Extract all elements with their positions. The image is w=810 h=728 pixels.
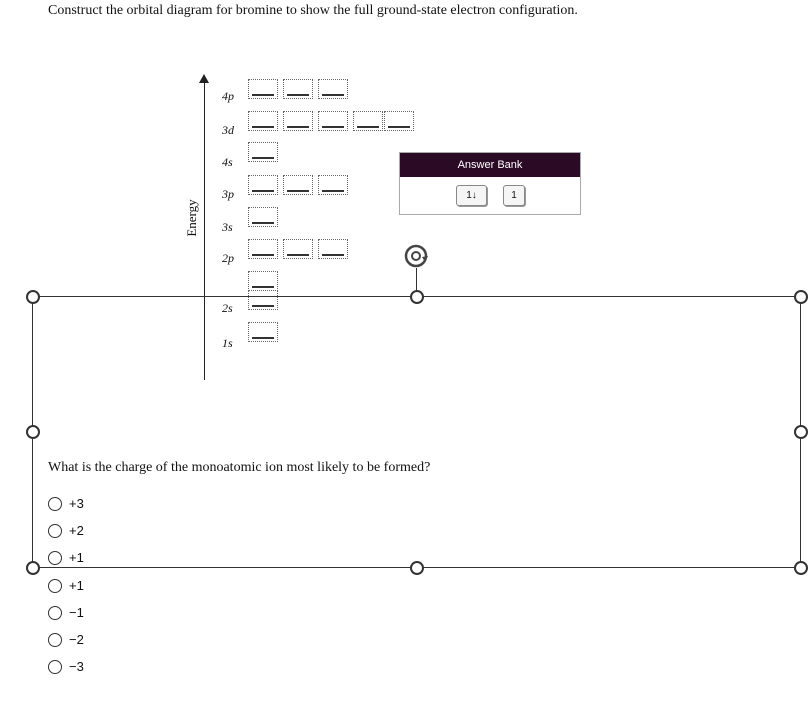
- orbital-box-3p-2[interactable]: [283, 175, 313, 195]
- energy-axis-label: Energy: [184, 199, 199, 237]
- charge-question-text: What is the charge of the monoatomic ion most likely to be formed?: [48, 460, 431, 475]
- orbital-box-4s[interactable]: [248, 142, 278, 162]
- energy-axis: [204, 80, 205, 380]
- orbital-box-2p-2[interactable]: [283, 239, 313, 259]
- resize-handle-top-right[interactable]: [794, 290, 808, 304]
- resize-handle-bottom-right[interactable]: [794, 561, 808, 575]
- level-label-4s: 4s: [222, 155, 233, 169]
- level-label-3p: 3p: [222, 187, 234, 201]
- level-label-1s: 1s: [222, 336, 233, 350]
- resize-handle-middle-left[interactable]: [26, 425, 40, 439]
- radio-button[interactable]: [48, 633, 62, 647]
- radio-button[interactable]: [48, 660, 62, 674]
- resize-handle-bottom-center[interactable]: [410, 561, 424, 575]
- orbital-box-2p-1[interactable]: [248, 239, 278, 259]
- level-label-4p: 4p: [222, 89, 234, 103]
- answer-chip-paired[interactable]: 1↓: [456, 185, 487, 206]
- resize-handle-bottom-left[interactable]: [26, 561, 40, 575]
- orbital-box-3d-5[interactable]: [384, 111, 414, 131]
- orbital-box-2p-3[interactable]: [318, 239, 348, 259]
- resize-handle-top-left[interactable]: [26, 290, 40, 304]
- radio-button[interactable]: [48, 579, 62, 593]
- answer-bank-title: Answer Bank: [400, 153, 580, 177]
- reset-icon[interactable]: [403, 243, 429, 269]
- orbital-box-4p-1[interactable]: [248, 79, 278, 99]
- level-label-3d: 3d: [222, 123, 234, 137]
- orbital-box-2p-extra[interactable]: [248, 271, 278, 291]
- answer-chip-single[interactable]: 1: [503, 185, 525, 206]
- orbital-box-3d-2[interactable]: [283, 111, 313, 131]
- orbital-box-3p-1[interactable]: [248, 175, 278, 195]
- option-minus-1[interactable]: −1: [48, 605, 84, 620]
- answer-bank: [399, 152, 581, 215]
- option-minus-3[interactable]: −3: [48, 659, 84, 674]
- resize-handle-top-center[interactable]: [410, 290, 424, 304]
- level-label-2s: 2s: [222, 301, 233, 315]
- radio-button[interactable]: [48, 524, 62, 538]
- radio-button[interactable]: [48, 606, 62, 620]
- orbital-box-4p-2[interactable]: [283, 79, 313, 99]
- orbital-box-3d-4[interactable]: [353, 111, 383, 131]
- option-plus-2[interactable]: +2: [48, 523, 84, 538]
- radio-button[interactable]: [48, 551, 62, 565]
- radio-button[interactable]: [48, 497, 62, 511]
- option-minus-2[interactable]: −2: [48, 632, 84, 647]
- orbital-box-3s[interactable]: [248, 207, 278, 227]
- orbital-box-3d-3[interactable]: [318, 111, 348, 131]
- question-prompt: Construct the orbital diagram for bromine to show the full ground-state electron configuration.: [48, 3, 578, 18]
- option-plus-3[interactable]: +3: [48, 496, 84, 511]
- orbital-box-2s[interactable]: [248, 290, 278, 310]
- resize-handle-middle-right[interactable]: [794, 425, 808, 439]
- orbital-box-1s[interactable]: [248, 322, 278, 342]
- orbital-box-4p-3[interactable]: [318, 79, 348, 99]
- option-plus-1-first[interactable]: +1: [48, 550, 84, 565]
- orbital-box-3d-1[interactable]: [248, 111, 278, 131]
- option-plus-1-second[interactable]: +1: [48, 578, 84, 593]
- level-label-3s: 3s: [222, 220, 233, 234]
- orbital-box-3p-3[interactable]: [318, 175, 348, 195]
- level-label-2p: 2p: [222, 251, 234, 265]
